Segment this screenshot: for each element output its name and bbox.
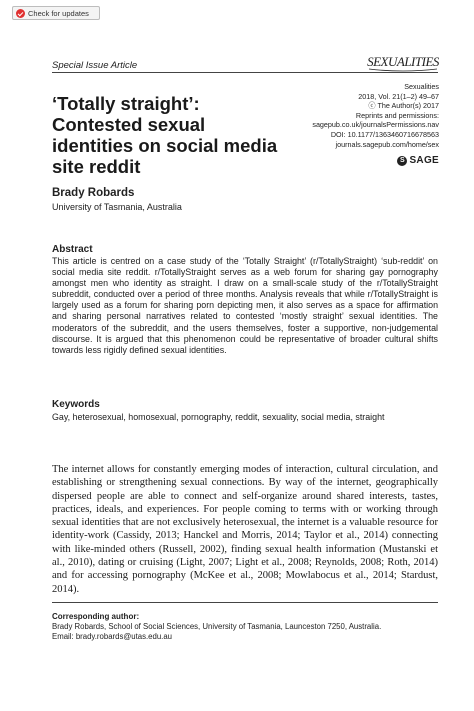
check-updates-icon	[16, 9, 25, 18]
author-affiliation: University of Tasmania, Australia	[52, 202, 182, 212]
publisher-name: SAGE	[409, 155, 439, 166]
keywords-heading: Keywords	[52, 399, 100, 410]
corresponding-address: Brady Robards, School of Social Sciences, University of Tasmania, Launceston 7250, Australia.	[52, 622, 382, 631]
journal-logo	[367, 47, 439, 73]
check-for-updates-label: Check for updates	[28, 8, 89, 18]
publisher-logo	[397, 155, 439, 166]
corresponding-details	[52, 622, 438, 642]
meta-reprints: Reprints and permissions:	[355, 110, 439, 120]
footer-rule	[52, 602, 438, 603]
corresponding-email[interactable]: Email: brady.robards@utas.edu.au	[52, 632, 173, 642]
keywords-text: Gay, heterosexual, homosexual, pornography, reddit, sexuality, social media, straight	[52, 412, 385, 422]
article-title: ‘Totally straight’: Contested sexual identities on social media site reddit	[52, 93, 278, 177]
meta-doi[interactable]: DOI: 10.1177/1363460716678563	[330, 129, 439, 139]
abstract-heading: Abstract	[52, 244, 93, 255]
journal-logo-text: SEXUALITIES	[367, 54, 439, 69]
meta-copyright: ⓒ The Author(s) 2017	[368, 101, 439, 111]
meta-journal-link[interactable]: journals.sagepub.com/home/sex	[335, 139, 439, 149]
check-for-updates-badge[interactable]	[12, 6, 100, 20]
meta-journal-name: Sexualities	[404, 82, 439, 91]
meta-volume: 2018, Vol. 21(1–2) 49–67	[358, 91, 439, 101]
sage-logo-icon: S	[397, 156, 407, 166]
body-paragraph: The internet allows for constantly emerging modes of interaction, cultural circulation, and establishing or strengthening sexual connections. By way of the internet, geographically dispersed people are able to connect and self-organize around shared interests, tastes, practices, ideals, and experiences. For people coming to terms with or working through sexual identities that are not exclusively heterosexual, the internet is a valuable resource for identity-work (Cassidy, 2013; Hanckel and Morris, 2014; Taylor et al., 2014) connecting with like-minded others (Russell, 2002), finding sexual health information (Mustanski et al., 2010), dating or cruising (Light, 2007; Light et al., 2008; Reynolds, 2008; Roth, 2014) and for accessing pornography (McKee et al., 2008; Mowlabocus et al., 2014; Stardust, 2014).	[52, 464, 438, 595]
article-type: Special Issue Article	[52, 60, 138, 71]
meta-permissions-link[interactable]: sagepub.co.uk/journalsPermissions.nav	[312, 120, 439, 130]
corresponding-heading: Corresponding author:	[52, 612, 140, 621]
abstract-text: This article is centred on a case study of the ‘Totally Straight’ (r/TotallyStraight) ‘sub-reddit’ on social media site reddit. r/TotallyStraight serves as a web forum for sharing gay pornography amongst men who identity as straight. I draw on a small-scale study of the r/TotallyStraight subreddit, conducted over a period of three months. Analysis reveals that while r/TotallyStraight is largely used as a forum for sharing porn depicting men, it also serves as a space for affirmation and sharing personal narratives related to contested ‘mostly straight’ sexual identities. The moderators of the subreddit, and the users themselves, foster a supportive, non-judgemental discourse. It is argued that this phenomenon could be representative of broader cultural shifts towards less rigidly defined sexual identities.	[52, 256, 438, 355]
author-name: Brady Robards	[52, 187, 135, 199]
